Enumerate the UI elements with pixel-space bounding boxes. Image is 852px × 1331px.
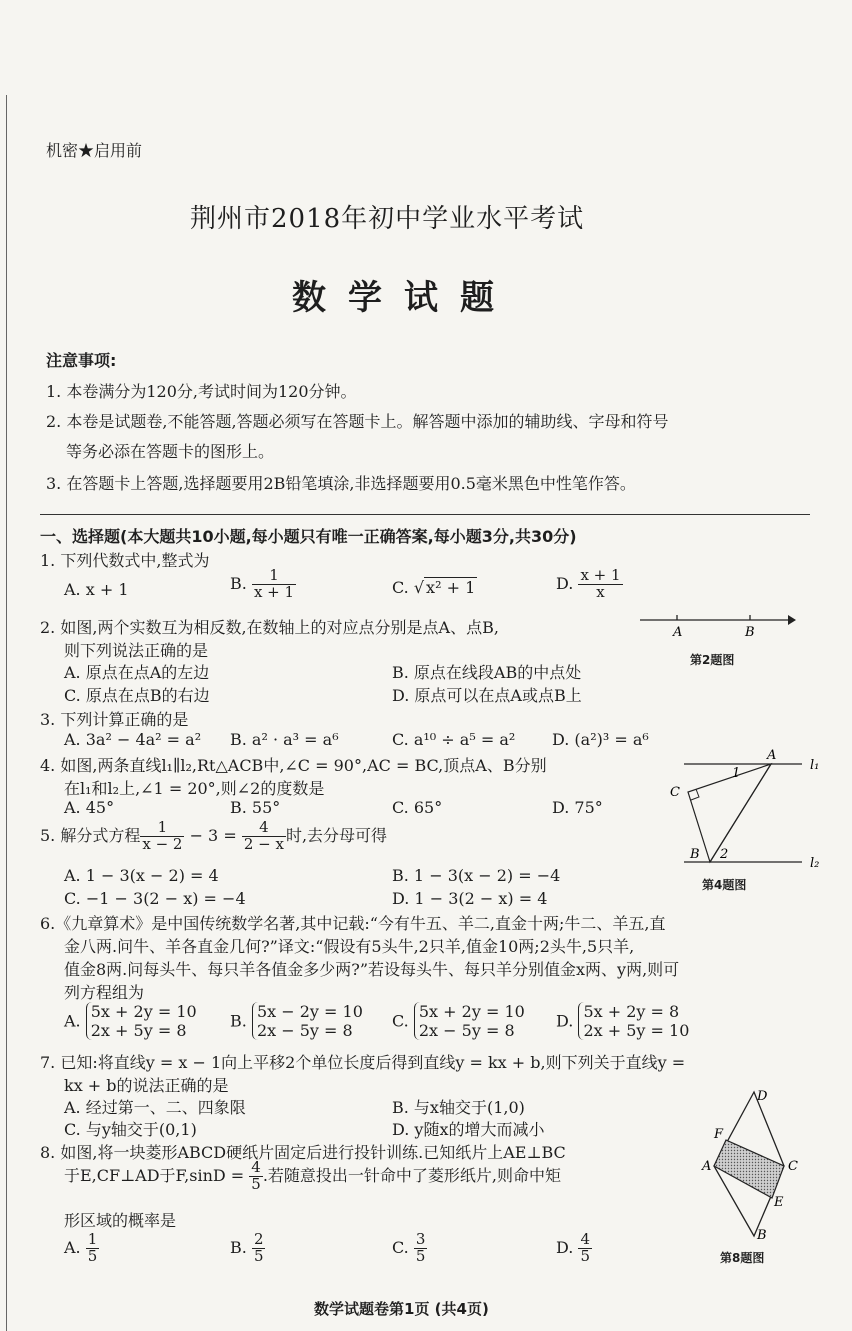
fig8-label-b: B — [757, 1228, 767, 1243]
fig4-line-l1: l₁ — [810, 758, 820, 773]
q1-option-c: C. √ x² + 1 — [392, 578, 476, 597]
fig4-label-b: B — [690, 847, 700, 862]
fig8-label-d: D — [757, 1089, 768, 1104]
point-a-label: A — [673, 625, 683, 640]
q2-caption: 第2题图 — [690, 653, 735, 667]
q2-stem: 2. 如图,两个实数互为相反数,在数轴上的对应点分别是点A、点B, — [40, 618, 499, 637]
q6-stem-cont: 列方程组为 — [64, 983, 145, 1002]
q5-option-c: C. −1 − 3(2 − x) = −4 — [64, 889, 246, 908]
q8-option-d: D. $\frac{4}{5}$ — [556, 1230, 590, 1265]
q4-option-d: D. 75° — [552, 798, 603, 817]
notice-heading: 注意事项: — [46, 351, 117, 370]
q6-option-d: D. 5x + 2y = 8 2x + 5y = 10 — [556, 1002, 690, 1041]
q6-stem-cont: 值金8两.问每头牛、每只羊各值金多少两?”若设每头牛、每只羊分别值金x两、y两,则可 — [64, 960, 680, 979]
q1-stem: 1. 下列代数式中,整式为 — [40, 551, 210, 570]
q3-option-a: A. 3a² − 4a² = a² — [64, 730, 202, 749]
q7-stem: 7. 已知:将直线y = x − 1向上平移2个单位长度后得到直线y = kx + b,则下列关于直线y = — [40, 1053, 686, 1072]
q2-option-c: C. 原点在点B的右边 — [64, 686, 210, 705]
q4-option-a: A. 45° — [64, 798, 115, 817]
paper-subtitle: 数学试题 — [292, 278, 516, 318]
exam-title: 荆州市2018年初中学业水平考试 — [190, 204, 585, 234]
notice-item: 等务必添在答题卡的图形上。 — [66, 442, 275, 461]
page-footer: 数学试题卷第1页 (共4页) — [314, 1300, 489, 1318]
q4-option-c: C. 65° — [392, 798, 443, 817]
q6-option-c: C. 5x + 2y = 10 2x − 5y = 8 — [392, 1002, 525, 1041]
q8-stem-cont: 于E,CF⊥AD于F,sinD = $\frac{4}{5}$ .若随意投出一针命中了菱形纸片,则命中矩 — [64, 1158, 562, 1193]
q4-option-b: B. 55° — [230, 798, 281, 817]
q1-option-b: B. $\frac{1}{x + 1}$ — [230, 566, 295, 601]
parallel-lines-triangle-figure — [660, 748, 830, 874]
fig4-label-a: A — [767, 748, 777, 763]
q7-option-d: D. y随x的增大而减小 — [392, 1120, 545, 1139]
q7-option-c: C. 与y轴交于(0,1) — [64, 1120, 197, 1139]
fig8-label-e: E — [774, 1195, 784, 1210]
fig4-label-c: C — [670, 785, 680, 800]
fig4-line-l2: l₂ — [810, 856, 820, 871]
q6-stem: 6.《九章算术》是中国传统数学名著,其中记载:“今有牛五、羊二,直金十两;牛二、羊五,直 — [40, 914, 666, 933]
q6-stem-cont: 金八两.问牛、羊各直金几何?”译文:“假设有5头牛,2只羊,值金10两;2头牛,5只羊, — [64, 937, 635, 956]
q8-caption: 第8题图 — [720, 1251, 765, 1265]
q5-option-d: D. 1 − 3(2 − x) = 4 — [392, 889, 548, 908]
q4-stem-cont: 在l₁和l₂上,∠1 = 20°,则∠2的度数是 — [64, 779, 325, 798]
notice-item: 1. 本卷满分为120分,考试时间为120分钟。 — [46, 382, 357, 401]
fig8-label-a: A — [702, 1159, 712, 1174]
q7-option-a: A. 经过第一、二、四象限 — [64, 1098, 246, 1117]
secret-label: 机密★启用前 — [46, 141, 143, 160]
q8-stem: 8. 如图,将一块菱形ABCD硬纸片固定后进行投针训练.已知纸片上AE⊥BC — [40, 1143, 566, 1162]
section-divider — [40, 514, 810, 515]
fig8-label-c: C — [788, 1159, 798, 1174]
fig4-angle-1: 1 — [732, 766, 741, 781]
number-line-figure — [638, 608, 798, 648]
fig4-angle-2: 2 — [720, 847, 729, 862]
q6-option-b: B. 5x − 2y = 10 2x − 5y = 8 — [230, 1002, 363, 1041]
q4-stem: 4. 如图,两条直线l₁∥l₂,Rt△ACB中,∠C = 90°,AC = BC,顶点A、B分别 — [40, 756, 547, 775]
q1-option-d: D. $\frac{x + 1}{x}$ — [556, 566, 621, 601]
q5-option-b: B. 1 − 3(x − 2) = −4 — [392, 866, 561, 885]
section-heading: 一、选择题(本大题共10小题,每小题只有唯一正确答案,每小题3分,共30分) — [40, 527, 577, 546]
q7-stem-cont: kx + b的说法正确的是 — [64, 1076, 229, 1095]
q3-option-c: C. a¹⁰ ÷ a⁵ = a² — [392, 730, 516, 749]
q3-stem: 3. 下列计算正确的是 — [40, 710, 189, 729]
q2-option-b: B. 原点在线段AB的中点处 — [392, 663, 582, 682]
q8-option-c: C. $\frac{3}{5}$ — [392, 1230, 426, 1265]
left-margin-line — [6, 95, 7, 1331]
q8-option-a: A. $\frac{1}{5}$ — [64, 1230, 98, 1265]
point-b-label: B — [745, 625, 755, 640]
q5-option-a: A. 1 − 3(x − 2) = 4 — [64, 866, 219, 885]
q7-option-b: B. 与x轴交于(1,0) — [392, 1098, 525, 1117]
q5-stem: 5. 解分式方程 $\frac{1}{x - 2}$ − 3 = $\frac{4}{2 - x}$ 时,去分母可得 — [40, 818, 388, 853]
q6-option-a: A. 5x + 2y = 10 2x + 5y = 8 — [64, 1002, 197, 1041]
q3-option-d: D. (a²)³ = a⁶ — [552, 730, 649, 749]
q8-option-b: B. $\frac{2}{5}$ — [230, 1230, 264, 1265]
q2-stem-cont: 则下列说法正确的是 — [64, 641, 209, 660]
rhombus-figure — [700, 1086, 810, 1246]
q2-option-a: A. 原点在点A的左边 — [64, 663, 210, 682]
q2-option-d: D. 原点可以在点A或点B上 — [392, 686, 582, 705]
q8-stem-cont: 形区域的概率是 — [64, 1211, 177, 1230]
fig8-label-f: F — [714, 1127, 724, 1142]
notice-item: 3. 在答题卡上答题,选择题要用2B铅笔填涂,非选择题要用0.5毫米黑色中性笔作答。 — [46, 474, 636, 493]
q1-option-a: A. x + 1 — [64, 580, 129, 599]
q3-option-b: B. a² · a³ = a⁶ — [230, 730, 339, 749]
q4-caption: 第4题图 — [702, 878, 747, 892]
notice-item: 2. 本卷是试题卷,不能答题,答题必须写在答题卡上。解答题中添加的辅助线、字母和符号 — [46, 412, 669, 431]
